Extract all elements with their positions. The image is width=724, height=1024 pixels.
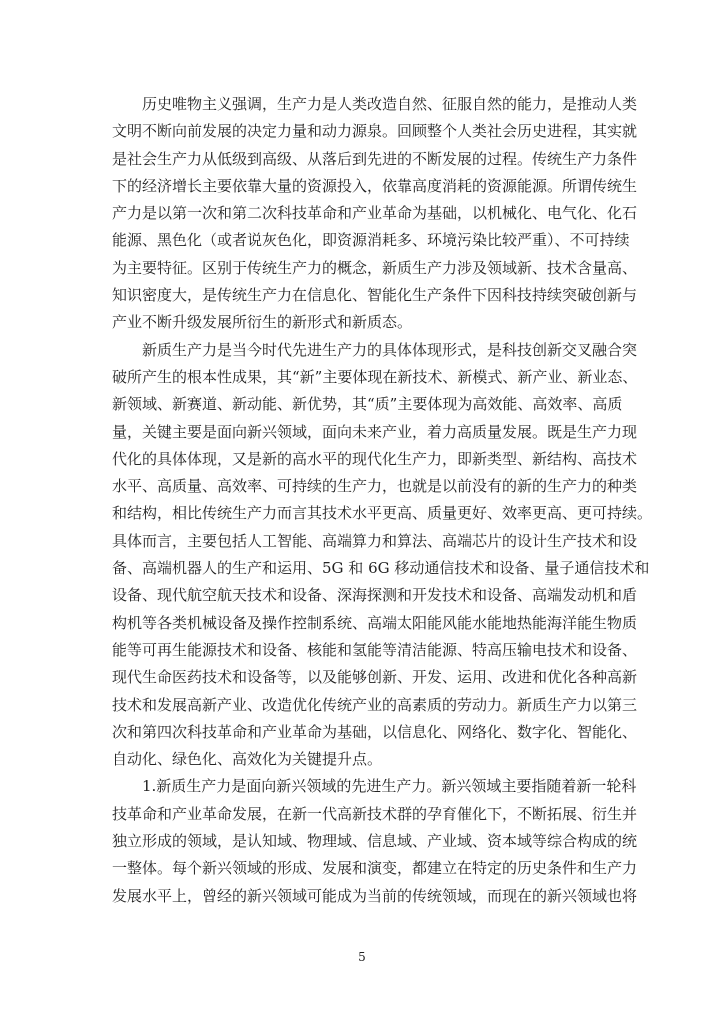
text-line: 历史唯物主义强调，生产力是人类改造自然、征服自然的能力，是推动人类 [142,95,638,113]
text-line: 破所产生的根本性成果，其“新”主要体现在新技术、新模式、新产业、新业态、 [112,367,638,386]
text-line: 设备、现代航空航天技术和设备、深海探测和开发技术和设备、高端发动机和盾 [112,586,638,605]
paragraph [112,337,653,774]
text-line: 能等可再生能源技术和设备、核能和氢能等清洁能源、特高压输电技术和设备、 [112,640,638,659]
text-line: 产业不断升级发展所衍生的新形式和新质态。 [112,313,413,332]
text-line: 具体而言，主要包括人工智能、高端算力和算法、高端芯片的设计生产技术和设 [112,531,638,550]
text-line: 和结构，相比传统生产力而言其技术水平更高、质量更好、效率更高、更可持续。 [112,504,653,523]
text-line: 技术和发展高新产业、改造优化传统产业的高素质的劳动力。新质生产力以第三 [112,695,638,714]
text-line: 自动化、绿色化、高效化为关键提升点。 [112,750,383,769]
text-line: 新质生产力是当今时代先进生产力的具体体现形式，是科技创新交叉融合突 [142,340,638,359]
text-line: 产力是以第一次和第二次科技革命和产业革命为基础，以机械化、电气化、化石 [112,204,638,223]
text-line: 现代生命医药技术和设备等，以及能够创新、开发、运用、改进和优化各种高新 [112,668,638,687]
page-number: 5 [358,950,366,964]
text-line: 知识密度大，是传统生产力在信息化、智能化生产条件下因科技持续突破创新与 [112,286,638,305]
text-line: 水平、高质量、高效率、可持续的生产力，也就是以前没有的新的生产力的种类 [112,477,638,496]
text-line: 能源、黑色化（或者说灰色化，即资源消耗多、环境污染比较严重）、不可持续 [112,231,630,250]
text-line: 1.新质生产力是面向新兴领域的先进生产力。新兴领域主要指随着新一轮科 [142,777,637,796]
text-line: 次和第四次科技革命和产业革命为基础，以信息化、网络化、数字化、智能化、 [112,722,638,741]
text-line: 发展水平上，曾经的新兴领域可能成为当前的传统领域，而现在的新兴领域也将 [112,886,638,905]
text-line: 独立形成的领域，是认知域、物理域、信息域、产业域、资本域等综合构成的统 [112,832,638,851]
text-line: 新领域、新赛道、新动能、新优势，其“质”主要体现为高效能、高效率、高质 [112,395,623,414]
paragraph [112,91,638,337]
text-line: 一整体。每个新兴领域的形成、发展和演变，都建立在特定的历史条件和生产力 [112,859,638,878]
text-line: 是社会生产力从低级到高级、从落后到先进的不断发展的过程。传统生产力条件 [112,149,638,168]
text-line: 技革命和产业革命发展，在新一代高新技术群的孕育催化下，不断拓展、衍生并 [112,804,638,823]
text-line: 量，关键主要是面向新兴领域，面向未来产业，着力高质量发展。既是生产力现 [112,422,638,441]
text-line: 为主要特征。区别于传统生产力的概念，新质生产力涉及领域新、技术含量高、 [112,258,638,277]
text-line: 文明不断向前发展的决定力量和动力源泉。回顾整个人类社会历史进程，其实就 [112,122,638,141]
document-body [112,91,653,910]
text-line: 代化的具体体现，又是新的高水平的现代化生产力，即新类型、新结构、高技术 [112,449,638,468]
text-line: 备、高端机器人的生产和运用、5G 和 6G 移动通信技术和设备、量子通信技术和 [112,559,650,578]
text-line: 构机等各类机械设备及操作控制系统、高端太阳能风能水能地热能海洋能生物质 [112,613,638,632]
text-line: 下的经济增长主要依靠大量的资源投入，依靠高度消耗的资源能源。所谓传统生 [112,176,638,195]
paragraph [112,773,638,909]
